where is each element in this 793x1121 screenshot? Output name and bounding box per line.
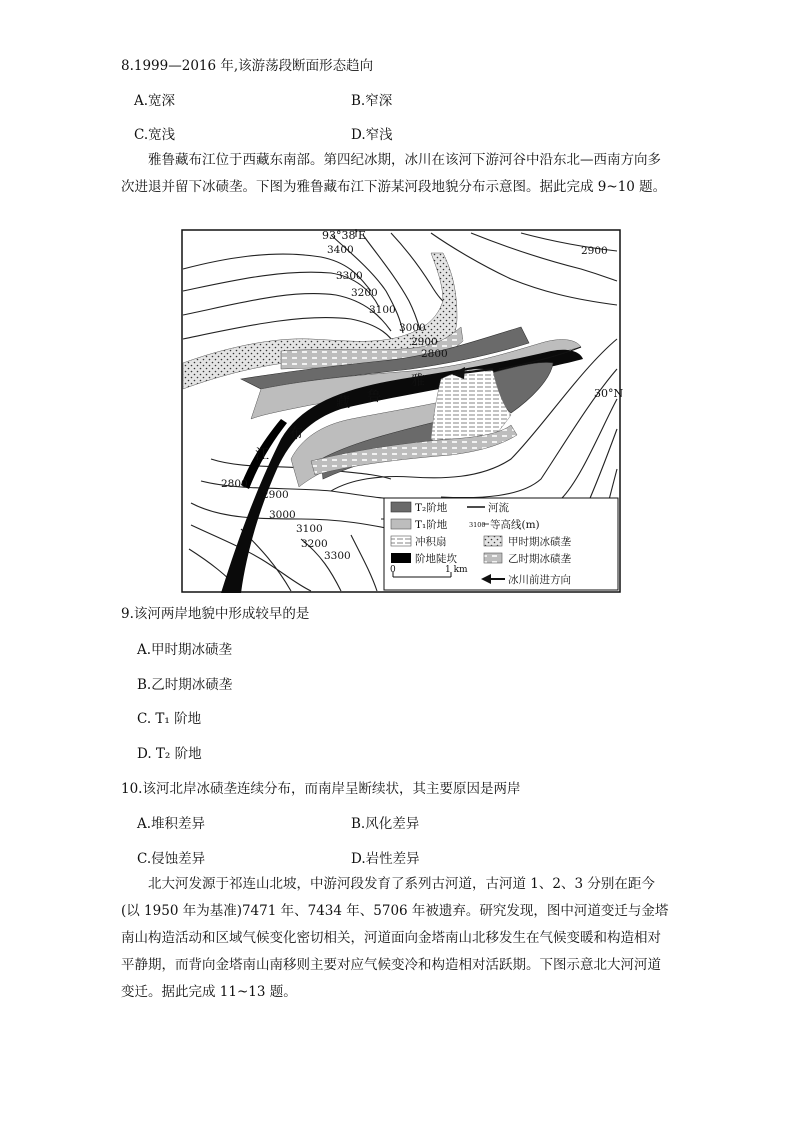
contour-label: 3200 <box>301 538 328 550</box>
river-name-char: 藏 <box>336 395 350 411</box>
contour-label: 3100 <box>369 304 396 316</box>
legend-contour-sample: 3100 <box>469 521 486 529</box>
river-name-char: 鲁 <box>367 389 381 405</box>
legend-label: 甲时期冰碛垄 <box>508 536 571 548</box>
contour-label: 3000 <box>399 322 426 334</box>
question-10-stem: 10.该河北岸冰碛垄连续分布，而南岸呈断续状，其主要原因是两岸 <box>121 781 521 797</box>
contour-label: 3200 <box>351 287 378 299</box>
landform-map <box>181 229 624 593</box>
contour-label: 3300 <box>336 270 363 282</box>
river-name-char: 江 <box>255 447 269 463</box>
legend-label: 河流 <box>488 502 509 514</box>
contour-label: 2800 <box>421 348 448 360</box>
legend-label: 等高线(m) <box>490 519 540 531</box>
contour-label: 2800 <box>221 478 248 490</box>
longitude-label: 93°38′E <box>322 229 367 242</box>
passage-yarlung <box>121 147 669 201</box>
legend-label: 阶地陡坎 <box>415 553 457 565</box>
scale-zero: 0 <box>390 565 396 575</box>
passage-yarlung-text: 雅鲁藏布江位于西藏东南部。第四纪冰期，冰川在该河下游河谷中沿东北—西南方向多次进退并留下冰碛垄。下图为雅鲁藏布江下游某河段地貌分布示意图。据此完成 9~10 题。 <box>121 152 667 195</box>
river-name-char: 布 <box>289 426 303 442</box>
passage-beida-river <box>121 871 669 1006</box>
passage-beida-text: 北大河发源于祁连山北坡，中游河段发育了系列古河道，古河道 1、2、3 分别在距今(以 1950 年为基准)7471 年、7434 年、5706 年被遗弃。研究发现，图中河道变迁与金塔南山构造活动和区域气候变化密切相关，河道面向金塔南山北移发生在气候变暖和构造相对平静期，而背向金塔南山南移则主要对应气候变冷和构造相对活跃期。下图示意北大河河道变迁。据此完成 11~13 题。 <box>121 876 669 1000</box>
q9-option-b: B.乙时期冰碛垄 <box>137 677 233 693</box>
q8-option-b: B.窄深 <box>351 93 393 109</box>
q9-option-d: D. T₂ 阶地 <box>137 746 202 762</box>
legend-symbol-t2 <box>391 502 411 512</box>
contour-label: 3400 <box>327 244 354 256</box>
contour-label: 3000 <box>269 509 296 521</box>
legend-label: 冲积扇 <box>415 536 447 548</box>
legend-label: T₂阶地 <box>415 502 448 514</box>
map-legend <box>384 498 618 590</box>
contour-label: 2900 <box>262 489 289 501</box>
q8-option-c: C.宽浅 <box>134 127 176 143</box>
q8-option-d: D.窄浅 <box>351 127 393 143</box>
river-name-char: 雅 <box>411 373 425 389</box>
question-8-stem: 8.1999—2016 年,该游荡段断面形态趋向 <box>121 58 374 74</box>
legend-symbol-fan <box>391 536 411 546</box>
q8-option-a: A.宽深 <box>134 93 176 109</box>
q9-option-c: C. T₁ 阶地 <box>137 711 202 727</box>
q10-option-b: B.风化差异 <box>351 816 420 832</box>
contour-label: 3300 <box>324 550 351 562</box>
legend-label: T₁阶地 <box>415 519 448 531</box>
legend-label: 冰川前进方向 <box>508 574 571 586</box>
q10-option-c: C.侵蚀差异 <box>137 851 206 867</box>
legend-symbol-dashes <box>484 553 502 563</box>
scale-end: 1 km <box>445 565 468 575</box>
contour-label: 2900 <box>411 336 438 348</box>
latitude-label: 30°N <box>594 387 624 400</box>
q10-option-d: D.岩性差异 <box>351 851 420 867</box>
contour-label: 3100 <box>296 523 323 535</box>
q10-option-a: A.堆积差异 <box>137 816 206 832</box>
question-9-stem: 9.该河两岸地貌中形成较早的是 <box>121 606 310 622</box>
legend-label: 乙时期冰碛垄 <box>508 553 571 565</box>
legend-symbol-t1 <box>391 519 411 529</box>
contour-label: 2900 <box>581 245 608 257</box>
q9-option-a: A.甲时期冰碛垄 <box>137 642 233 658</box>
legend-symbol-dots <box>484 536 502 546</box>
legend-symbol-scarp <box>391 553 411 563</box>
